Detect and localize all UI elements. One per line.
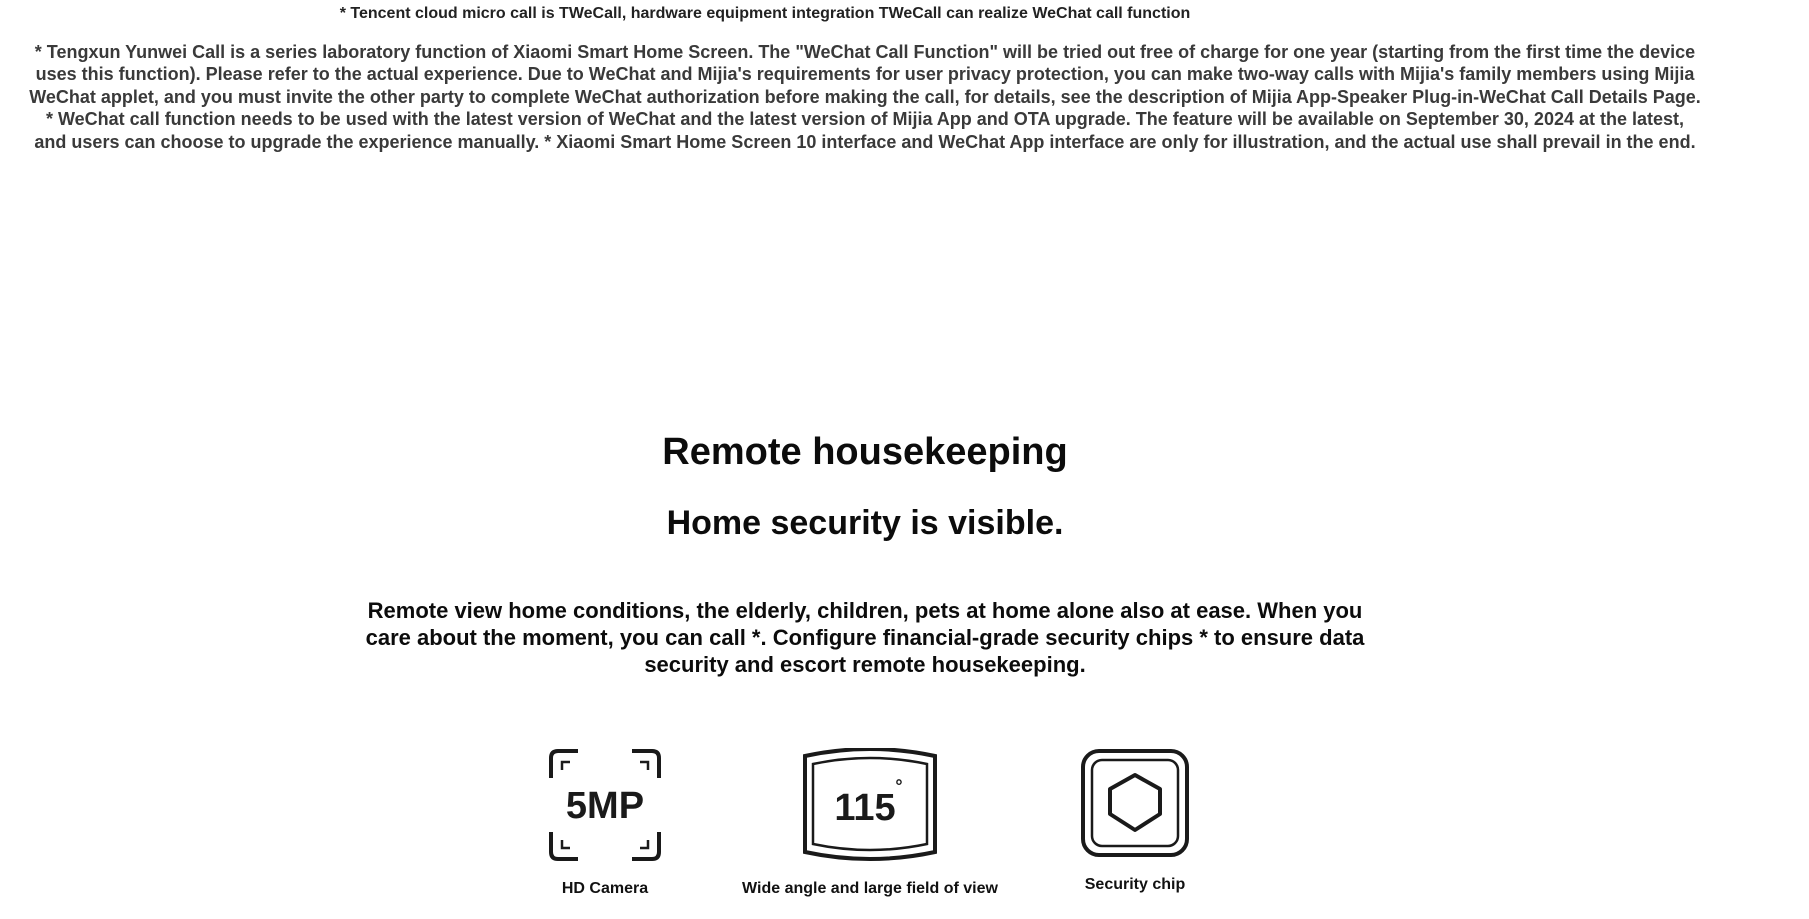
feature-label-hd-camera: HD Camera [561, 880, 649, 897]
feature-label-wide-angle: Wide angle and large field of view [742, 880, 998, 897]
section-subtitle: Home security is visible. [666, 504, 1064, 542]
wide-angle-icon [801, 748, 939, 862]
feature-wide-angle [735, 748, 1005, 898]
tencent-note: * Tencent cloud micro call is TWeCall, hardware equipment integration TWeCall can realize WeChat call function [339, 5, 1191, 22]
camera-frame-icon [548, 748, 662, 862]
disclaimer-text: * Tengxun Yunwei Call is a series laboratory function of Xiaomi Smart Home Screen. The "WeChat Call Function" will be tried out free of charge for one year (starting from the first time the device uses this function). Please refer to the actual experience. Due to WeChat and Mijia's requirements for user privacy protection, you can make two-way calls with Mijia's family members using Mijia WeChat applet, and you must invite the other party to complete WeChat authorization before making the call, for details, see the description of Mijia App-Speaker Plug-in-WeChat Call Details Page. * WeChat call function needs to be used with the latest version of WeChat and the latest version of Mijia App and OTA upgrade. The feature will be available on September 30, 2024 at the latest, and users can choose to upgrade the experience manually. * Xiaomi Smart Home Screen 10 interface and WeChat App interface are only for illustration, and the actual use shall prevail in the end. [29, 42, 1701, 152]
camera-resolution-text: 5MP [565, 785, 645, 827]
section-description: Remote view home conditions, the elderly, children, pets at home alone also at ease. When you care about the moment, you can call *. Configure financial-grade security chips * to ensure data security and escort remote housekeeping. [365, 598, 1365, 677]
security-shield-icon [1080, 748, 1190, 858]
feature-label-security-chip: Security chip [1084, 876, 1186, 893]
section-title: Remote housekeeping [662, 431, 1068, 473]
feature-security-chip [1060, 748, 1210, 894]
view-angle-text: 115 [834, 787, 896, 829]
degree-symbol: ° [895, 776, 903, 796]
feature-hd-camera [520, 748, 690, 898]
